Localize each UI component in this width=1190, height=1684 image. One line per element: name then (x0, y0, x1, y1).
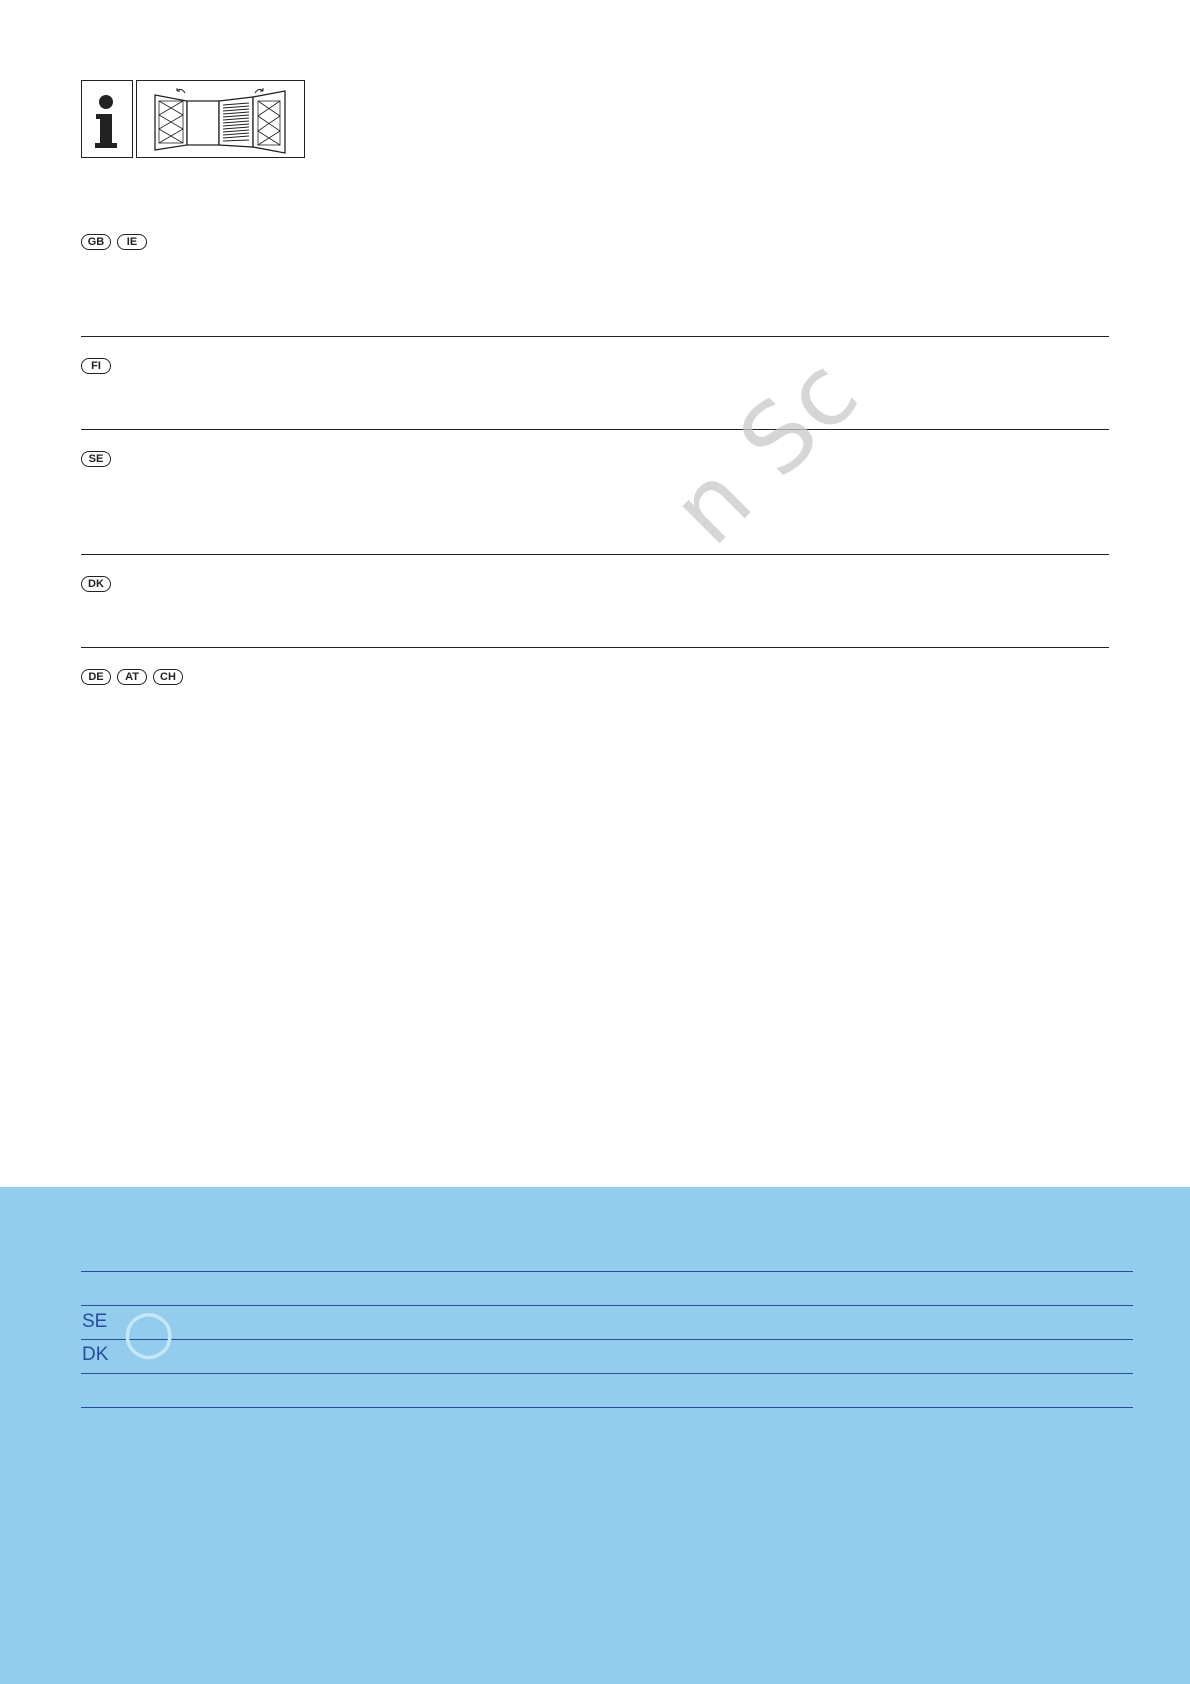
blue-divider (81, 1271, 1133, 1272)
section-divider (81, 429, 1109, 430)
language-badges-gb-ie (81, 234, 147, 250)
language-badges-fi (81, 358, 111, 374)
blue-divider (81, 1339, 1133, 1340)
language-badges-se (81, 451, 111, 467)
blue-divider (81, 1373, 1133, 1374)
language-badge: AT (117, 669, 147, 685)
blue-divider (81, 1305, 1133, 1306)
language-badges-de-at-ch (81, 669, 183, 685)
watermark: n Sc (650, 335, 881, 566)
language-badge: CH (153, 669, 183, 685)
fold-out-pages-icon (136, 80, 305, 158)
section-divider (81, 554, 1109, 555)
language-badge: GB (81, 234, 111, 250)
section-divider (81, 336, 1109, 337)
language-badge: FI (81, 358, 111, 374)
language-badge: IE (117, 234, 147, 250)
blue-panel-label-se: SE (82, 1311, 108, 1332)
language-badge: DE (81, 669, 111, 685)
section-divider (81, 647, 1109, 648)
blue-panel-watermark: ○ (101, 1292, 189, 1376)
back-cover-panel (0, 1187, 1190, 1684)
language-badges-dk (81, 576, 111, 592)
info-icon (81, 80, 133, 158)
language-badge: DK (81, 576, 111, 592)
blue-panel-label-dk: DK (82, 1344, 109, 1365)
language-badge: SE (81, 451, 111, 467)
blue-divider (81, 1407, 1133, 1408)
